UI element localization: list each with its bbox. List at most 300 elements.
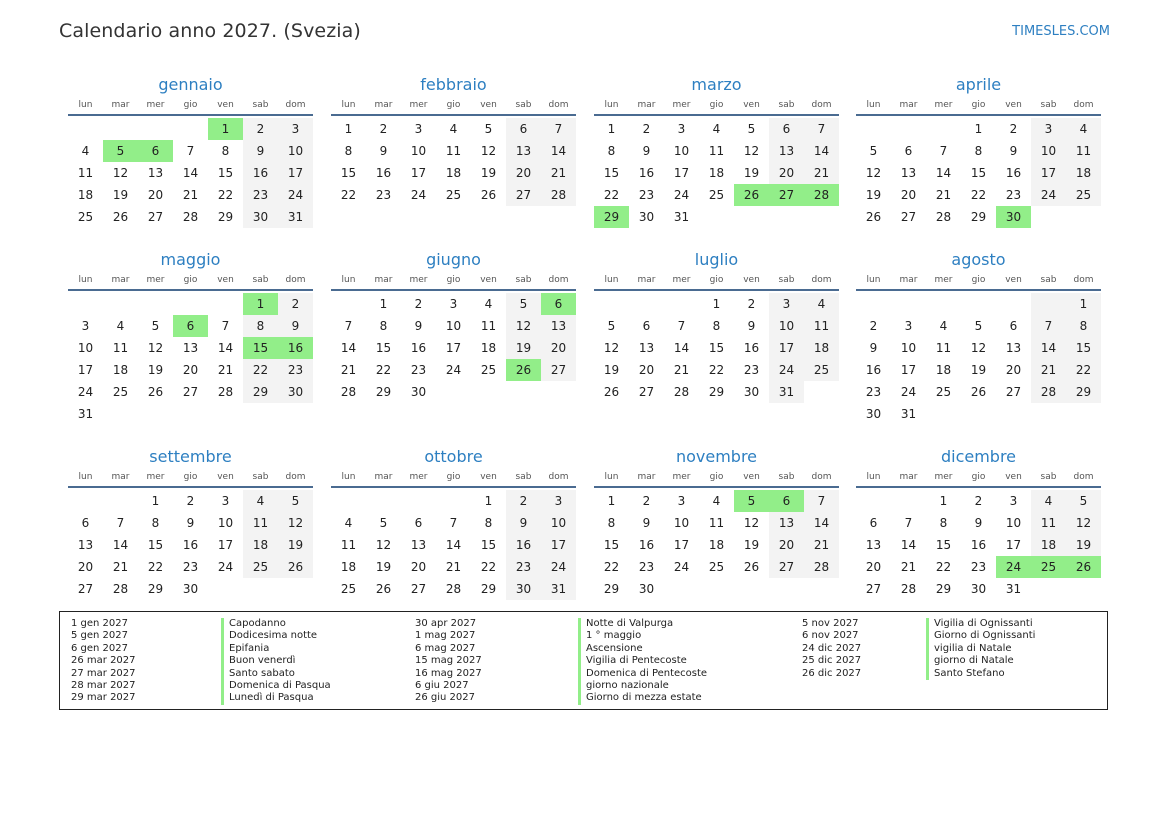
day-cell[interactable]: 3 <box>414 122 423 136</box>
day-cell[interactable]: 23 <box>638 560 655 574</box>
day-cell[interactable]: 26 <box>603 385 620 399</box>
day-cell[interactable]: 25 <box>1031 556 1066 578</box>
day-cell[interactable]: 16 <box>375 166 392 180</box>
day-cell[interactable]: 2 <box>414 297 423 311</box>
day-cell[interactable]: 20 <box>1005 363 1022 377</box>
day-cell[interactable]: 4 <box>939 319 948 333</box>
day-cell[interactable]: 11 <box>708 144 725 158</box>
day-cell[interactable]: 11 <box>243 512 278 534</box>
day-cell[interactable]: 8 <box>939 516 948 530</box>
day-cell[interactable]: 13 <box>638 341 655 355</box>
day-cell[interactable]: 8 <box>712 319 721 333</box>
day-cell[interactable]: 18 <box>112 363 129 377</box>
day-cell[interactable]: 2 <box>869 319 878 333</box>
day-cell[interactable]: 18 <box>708 166 725 180</box>
day-cell[interactable]: 10 <box>1005 516 1022 530</box>
day-cell[interactable]: 25 <box>708 188 725 202</box>
day-cell[interactable]: 9 <box>186 516 195 530</box>
day-cell[interactable]: 8 <box>221 144 230 158</box>
day-cell[interactable]: 8 <box>243 315 278 337</box>
day-cell[interactable]: 15 <box>147 538 164 552</box>
day-cell[interactable]: 2 <box>747 297 756 311</box>
day-cell[interactable]: 16 <box>970 538 987 552</box>
day-cell[interactable]: 4 <box>804 293 839 315</box>
day-cell[interactable]: 9 <box>974 516 983 530</box>
day-cell[interactable]: 8 <box>379 319 388 333</box>
day-cell[interactable]: 11 <box>480 319 497 333</box>
day-cell[interactable]: 29 <box>594 206 629 228</box>
day-cell[interactable]: 20 <box>541 337 576 359</box>
day-cell[interactable]: 22 <box>603 188 620 202</box>
day-cell[interactable]: 27 <box>541 359 576 381</box>
day-cell[interactable]: 24 <box>769 359 804 381</box>
day-cell[interactable]: 21 <box>541 162 576 184</box>
day-cell[interactable]: 20 <box>865 560 882 574</box>
day-cell[interactable]: 12 <box>375 538 392 552</box>
day-cell[interactable]: 30 <box>996 206 1031 228</box>
day-cell[interactable]: 28 <box>541 184 576 206</box>
day-cell[interactable]: 18 <box>804 337 839 359</box>
day-cell[interactable]: 15 <box>480 538 497 552</box>
day-cell[interactable]: 29 <box>375 385 392 399</box>
day-cell[interactable]: 19 <box>603 363 620 377</box>
day-cell[interactable]: 3 <box>677 122 686 136</box>
day-cell[interactable]: 7 <box>677 319 686 333</box>
day-cell[interactable]: 2 <box>974 494 983 508</box>
day-cell[interactable]: 13 <box>900 166 917 180</box>
day-cell[interactable]: 16 <box>410 341 427 355</box>
day-cell[interactable]: 25 <box>340 582 357 596</box>
day-cell[interactable]: 29 <box>480 582 497 596</box>
day-cell[interactable]: 12 <box>603 341 620 355</box>
day-cell[interactable]: 3 <box>221 494 230 508</box>
day-cell[interactable]: 10 <box>217 516 234 530</box>
day-cell[interactable]: 12 <box>970 341 987 355</box>
day-cell[interactable]: 29 <box>1066 381 1101 403</box>
day-cell[interactable]: 23 <box>743 363 760 377</box>
day-cell[interactable]: 23 <box>182 560 199 574</box>
day-cell[interactable]: 16 <box>638 538 655 552</box>
day-cell[interactable]: 2 <box>243 118 278 140</box>
day-cell[interactable]: 16 <box>865 363 882 377</box>
day-cell[interactable]: 23 <box>506 556 541 578</box>
day-cell[interactable]: 29 <box>970 210 987 224</box>
day-cell[interactable]: 21 <box>182 188 199 202</box>
day-cell[interactable]: 14 <box>804 512 839 534</box>
day-cell[interactable]: 7 <box>904 516 913 530</box>
day-cell[interactable]: 24 <box>278 184 313 206</box>
day-cell[interactable]: 23 <box>638 188 655 202</box>
day-cell[interactable]: 10 <box>1031 140 1066 162</box>
day-cell[interactable]: 12 <box>506 315 541 337</box>
day-cell[interactable]: 3 <box>1009 494 1018 508</box>
day-cell[interactable]: 25 <box>935 385 952 399</box>
day-cell[interactable]: 31 <box>769 381 804 403</box>
day-cell[interactable]: 14 <box>340 341 357 355</box>
day-cell[interactable]: 18 <box>708 538 725 552</box>
day-cell[interactable]: 14 <box>900 538 917 552</box>
day-cell[interactable]: 6 <box>138 140 173 162</box>
day-cell[interactable]: 17 <box>900 363 917 377</box>
day-cell[interactable]: 7 <box>804 118 839 140</box>
day-cell[interactable]: 7 <box>1031 315 1066 337</box>
day-cell[interactable]: 19 <box>1066 534 1101 556</box>
day-cell[interactable]: 17 <box>445 341 462 355</box>
day-cell[interactable]: 21 <box>340 363 357 377</box>
day-cell[interactable]: 24 <box>77 385 94 399</box>
day-cell[interactable]: 6 <box>506 118 541 140</box>
day-cell[interactable]: 28 <box>217 385 234 399</box>
day-cell[interactable]: 31 <box>900 407 917 421</box>
day-cell[interactable]: 26 <box>480 188 497 202</box>
day-cell[interactable]: 24 <box>541 556 576 578</box>
day-cell[interactable]: 4 <box>449 122 458 136</box>
day-cell[interactable]: 16 <box>638 166 655 180</box>
day-cell[interactable]: 20 <box>506 162 541 184</box>
day-cell[interactable]: 27 <box>410 582 427 596</box>
day-cell[interactable]: 7 <box>116 516 125 530</box>
day-cell[interactable]: 17 <box>278 162 313 184</box>
day-cell[interactable]: 23 <box>410 363 427 377</box>
day-cell[interactable]: 14 <box>112 538 129 552</box>
day-cell[interactable]: 3 <box>449 297 458 311</box>
day-cell[interactable]: 5 <box>974 319 983 333</box>
day-cell[interactable]: 18 <box>243 534 278 556</box>
day-cell[interactable]: 13 <box>769 140 804 162</box>
day-cell[interactable]: 13 <box>865 538 882 552</box>
day-cell[interactable]: 23 <box>970 560 987 574</box>
day-cell[interactable]: 29 <box>243 381 278 403</box>
day-cell[interactable]: 14 <box>673 341 690 355</box>
day-cell[interactable]: 12 <box>480 144 497 158</box>
day-cell[interactable]: 20 <box>769 534 804 556</box>
day-cell[interactable]: 11 <box>708 516 725 530</box>
day-cell[interactable]: 9 <box>747 319 756 333</box>
day-cell[interactable]: 25 <box>77 210 94 224</box>
day-cell[interactable]: 27 <box>147 210 164 224</box>
day-cell[interactable]: 10 <box>541 512 576 534</box>
day-cell[interactable]: 23 <box>243 184 278 206</box>
day-cell[interactable]: 15 <box>243 337 278 359</box>
day-cell[interactable]: 29 <box>217 210 234 224</box>
day-cell[interactable]: 19 <box>112 188 129 202</box>
day-cell[interactable]: 21 <box>445 560 462 574</box>
day-cell[interactable]: 21 <box>1031 359 1066 381</box>
day-cell[interactable]: 5 <box>1066 490 1101 512</box>
day-cell[interactable]: 6 <box>173 315 208 337</box>
day-cell[interactable]: 18 <box>935 363 952 377</box>
day-cell[interactable]: 15 <box>1066 337 1101 359</box>
day-cell[interactable]: 21 <box>112 560 129 574</box>
day-cell[interactable]: 1 <box>243 293 278 315</box>
day-cell[interactable]: 5 <box>103 140 138 162</box>
day-cell[interactable]: 27 <box>769 184 804 206</box>
day-cell[interactable]: 9 <box>642 144 651 158</box>
day-cell[interactable]: 17 <box>410 166 427 180</box>
day-cell[interactable]: 9 <box>506 512 541 534</box>
day-cell[interactable]: 13 <box>541 315 576 337</box>
day-cell[interactable]: 2 <box>642 494 651 508</box>
day-cell[interactable]: 13 <box>410 538 427 552</box>
day-cell[interactable]: 2 <box>186 494 195 508</box>
day-cell[interactable]: 24 <box>673 188 690 202</box>
day-cell[interactable]: 28 <box>112 582 129 596</box>
day-cell[interactable]: 4 <box>1031 490 1066 512</box>
day-cell[interactable]: 25 <box>445 188 462 202</box>
day-cell[interactable]: 17 <box>217 538 234 552</box>
day-cell[interactable]: 6 <box>81 516 90 530</box>
day-cell[interactable]: 29 <box>935 582 952 596</box>
day-cell[interactable]: 9 <box>379 144 388 158</box>
day-cell[interactable]: 28 <box>445 582 462 596</box>
day-cell[interactable]: 4 <box>484 297 493 311</box>
day-cell[interactable]: 23 <box>375 188 392 202</box>
day-cell[interactable]: 22 <box>217 188 234 202</box>
day-cell[interactable]: 26 <box>506 359 541 381</box>
day-cell[interactable]: 31 <box>673 210 690 224</box>
day-cell[interactable]: 28 <box>1031 381 1066 403</box>
day-cell[interactable]: 3 <box>541 490 576 512</box>
day-cell[interactable]: 17 <box>77 363 94 377</box>
day-cell[interactable]: 24 <box>900 385 917 399</box>
day-cell[interactable]: 8 <box>1066 315 1101 337</box>
day-cell[interactable]: 4 <box>712 122 721 136</box>
day-cell[interactable]: 7 <box>449 516 458 530</box>
day-cell[interactable]: 6 <box>414 516 423 530</box>
day-cell[interactable]: 13 <box>769 512 804 534</box>
day-cell[interactable]: 9 <box>1009 144 1018 158</box>
day-cell[interactable]: 19 <box>743 538 760 552</box>
day-cell[interactable]: 28 <box>935 210 952 224</box>
day-cell[interactable]: 1 <box>939 494 948 508</box>
day-cell[interactable]: 3 <box>677 494 686 508</box>
day-cell[interactable]: 5 <box>151 319 160 333</box>
day-cell[interactable]: 21 <box>804 162 839 184</box>
day-cell[interactable]: 10 <box>77 341 94 355</box>
day-cell[interactable]: 22 <box>147 560 164 574</box>
day-cell[interactable]: 11 <box>804 315 839 337</box>
day-cell[interactable]: 7 <box>541 118 576 140</box>
day-cell[interactable]: 5 <box>607 319 616 333</box>
day-cell[interactable]: 25 <box>708 560 725 574</box>
day-cell[interactable]: 14 <box>217 341 234 355</box>
day-cell[interactable]: 9 <box>869 341 878 355</box>
day-cell[interactable]: 1 <box>607 122 616 136</box>
day-cell[interactable]: 15 <box>708 341 725 355</box>
day-cell[interactable]: 28 <box>673 385 690 399</box>
day-cell[interactable]: 9 <box>414 319 423 333</box>
day-cell[interactable]: 17 <box>1005 538 1022 552</box>
day-cell[interactable]: 2 <box>278 293 313 315</box>
day-cell[interactable]: 1 <box>379 297 388 311</box>
day-cell[interactable]: 4 <box>243 490 278 512</box>
day-cell[interactable]: 30 <box>506 578 541 600</box>
day-cell[interactable]: 16 <box>743 341 760 355</box>
day-cell[interactable]: 8 <box>484 516 493 530</box>
day-cell[interactable]: 15 <box>603 166 620 180</box>
day-cell[interactable]: 24 <box>996 556 1031 578</box>
day-cell[interactable]: 20 <box>638 363 655 377</box>
day-cell[interactable]: 25 <box>243 556 278 578</box>
day-cell[interactable]: 29 <box>708 385 725 399</box>
day-cell[interactable]: 24 <box>673 560 690 574</box>
day-cell[interactable]: 27 <box>1005 385 1022 399</box>
day-cell[interactable]: 20 <box>769 162 804 184</box>
day-cell[interactable]: 27 <box>900 210 917 224</box>
day-cell[interactable]: 28 <box>804 184 839 206</box>
day-cell[interactable]: 16 <box>1005 166 1022 180</box>
day-cell[interactable]: 10 <box>673 144 690 158</box>
day-cell[interactable]: 24 <box>410 188 427 202</box>
day-cell[interactable]: 4 <box>81 144 90 158</box>
day-cell[interactable]: 30 <box>970 582 987 596</box>
day-cell[interactable]: 15 <box>935 538 952 552</box>
day-cell[interactable]: 6 <box>904 144 913 158</box>
day-cell[interactable]: 28 <box>900 582 917 596</box>
day-cell[interactable]: 22 <box>603 560 620 574</box>
day-cell[interactable]: 1 <box>974 122 983 136</box>
day-cell[interactable]: 8 <box>344 144 353 158</box>
day-cell[interactable]: 5 <box>379 516 388 530</box>
day-cell[interactable]: 18 <box>1031 534 1066 556</box>
day-cell[interactable]: 16 <box>243 162 278 184</box>
day-cell[interactable]: 30 <box>865 407 882 421</box>
day-cell[interactable]: 19 <box>970 363 987 377</box>
day-cell[interactable]: 3 <box>904 319 913 333</box>
day-cell[interactable]: 4 <box>712 494 721 508</box>
day-cell[interactable]: 22 <box>708 363 725 377</box>
day-cell[interactable]: 1 <box>151 494 160 508</box>
day-cell[interactable]: 10 <box>410 144 427 158</box>
day-cell[interactable]: 3 <box>769 293 804 315</box>
day-cell[interactable]: 20 <box>182 363 199 377</box>
day-cell[interactable]: 28 <box>804 556 839 578</box>
day-cell[interactable]: 12 <box>112 166 129 180</box>
day-cell[interactable]: 6 <box>541 293 576 315</box>
day-cell[interactable]: 10 <box>900 341 917 355</box>
day-cell[interactable]: 4 <box>344 516 353 530</box>
day-cell[interactable]: 2 <box>1009 122 1018 136</box>
day-cell[interactable]: 8 <box>607 516 616 530</box>
day-cell[interactable]: 15 <box>603 538 620 552</box>
day-cell[interactable]: 22 <box>243 359 278 381</box>
day-cell[interactable]: 28 <box>182 210 199 224</box>
day-cell[interactable]: 5 <box>869 144 878 158</box>
day-cell[interactable]: 13 <box>77 538 94 552</box>
day-cell[interactable]: 12 <box>147 341 164 355</box>
day-cell[interactable]: 3 <box>1031 118 1066 140</box>
day-cell[interactable]: 20 <box>900 188 917 202</box>
day-cell[interactable]: 26 <box>375 582 392 596</box>
day-cell[interactable]: 31 <box>278 206 313 228</box>
day-cell[interactable]: 27 <box>77 582 94 596</box>
day-cell[interactable]: 4 <box>1066 118 1101 140</box>
day-cell[interactable]: 5 <box>278 490 313 512</box>
day-cell[interactable]: 23 <box>865 385 882 399</box>
day-cell[interactable]: 8 <box>151 516 160 530</box>
day-cell[interactable]: 4 <box>116 319 125 333</box>
day-cell[interactable]: 20 <box>410 560 427 574</box>
day-cell[interactable]: 22 <box>375 363 392 377</box>
day-cell[interactable]: 16 <box>506 534 541 556</box>
day-cell[interactable]: 31 <box>1005 582 1022 596</box>
day-cell[interactable]: 7 <box>186 144 195 158</box>
day-cell[interactable]: 31 <box>77 407 94 421</box>
day-cell[interactable]: 30 <box>243 206 278 228</box>
day-cell[interactable]: 24 <box>1031 184 1066 206</box>
day-cell[interactable]: 20 <box>77 560 94 574</box>
day-cell[interactable]: 22 <box>480 560 497 574</box>
day-cell[interactable]: 19 <box>147 363 164 377</box>
day-cell[interactable]: 22 <box>1066 359 1101 381</box>
day-cell[interactable]: 14 <box>182 166 199 180</box>
day-cell[interactable]: 26 <box>865 210 882 224</box>
day-cell[interactable]: 1 <box>344 122 353 136</box>
day-cell[interactable]: 27 <box>769 556 804 578</box>
day-cell[interactable]: 19 <box>278 534 313 556</box>
day-cell[interactable]: 15 <box>217 166 234 180</box>
day-cell[interactable]: 7 <box>344 319 353 333</box>
day-cell[interactable]: 18 <box>1066 162 1101 184</box>
day-cell[interactable]: 3 <box>81 319 90 333</box>
day-cell[interactable]: 15 <box>340 166 357 180</box>
day-cell[interactable]: 11 <box>445 144 462 158</box>
day-cell[interactable]: 13 <box>506 140 541 162</box>
day-cell[interactable]: 26 <box>970 385 987 399</box>
day-cell[interactable]: 15 <box>970 166 987 180</box>
brand-link[interactable]: TIMESLES.COM <box>1012 24 1110 39</box>
day-cell[interactable]: 19 <box>865 188 882 202</box>
day-cell[interactable]: 8 <box>974 144 983 158</box>
day-cell[interactable]: 11 <box>77 166 94 180</box>
day-cell[interactable]: 26 <box>734 184 769 206</box>
day-cell[interactable]: 30 <box>278 381 313 403</box>
day-cell[interactable]: 17 <box>769 337 804 359</box>
day-cell[interactable]: 7 <box>939 144 948 158</box>
day-cell[interactable]: 1 <box>208 118 243 140</box>
day-cell[interactable]: 15 <box>375 341 392 355</box>
day-cell[interactable]: 27 <box>865 582 882 596</box>
day-cell[interactable]: 21 <box>804 534 839 556</box>
day-cell[interactable]: 19 <box>743 166 760 180</box>
day-cell[interactable]: 21 <box>935 188 952 202</box>
day-cell[interactable]: 20 <box>147 188 164 202</box>
day-cell[interactable]: 24 <box>217 560 234 574</box>
day-cell[interactable]: 7 <box>221 319 230 333</box>
day-cell[interactable]: 17 <box>673 166 690 180</box>
day-cell[interactable]: 16 <box>182 538 199 552</box>
day-cell[interactable]: 2 <box>379 122 388 136</box>
day-cell[interactable]: 9 <box>243 140 278 162</box>
day-cell[interactable]: 6 <box>869 516 878 530</box>
day-cell[interactable]: 18 <box>445 166 462 180</box>
day-cell[interactable]: 23 <box>278 359 313 381</box>
day-cell[interactable]: 18 <box>480 341 497 355</box>
day-cell[interactable]: 14 <box>541 140 576 162</box>
day-cell[interactable]: 1 <box>607 494 616 508</box>
day-cell[interactable]: 22 <box>935 560 952 574</box>
day-cell[interactable]: 30 <box>182 582 199 596</box>
day-cell[interactable]: 19 <box>506 337 541 359</box>
day-cell[interactable]: 17 <box>541 534 576 556</box>
day-cell[interactable]: 26 <box>743 560 760 574</box>
day-cell[interactable]: 26 <box>147 385 164 399</box>
day-cell[interactable]: 5 <box>506 293 541 315</box>
day-cell[interactable]: 17 <box>673 538 690 552</box>
day-cell[interactable]: 12 <box>278 512 313 534</box>
day-cell[interactable]: 13 <box>182 341 199 355</box>
day-cell[interactable]: 14 <box>445 538 462 552</box>
